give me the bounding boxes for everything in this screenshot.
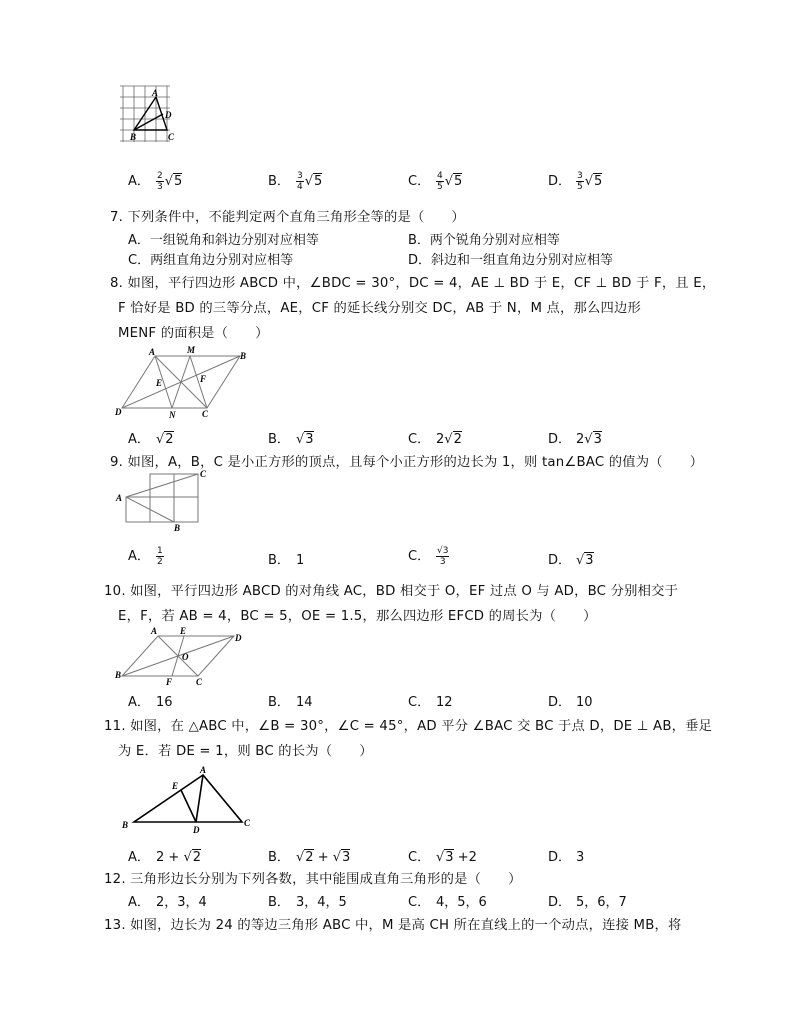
q10-option-d: D． 10 <box>548 695 593 710</box>
q9-label-b: B <box>174 523 181 532</box>
q7-option-c: C．两组直角边分别对应相等 <box>128 253 294 268</box>
q9-question: 9. 如图，A，B，C 是小正方形的顶点，且每个小正方形的边长为 1，则 tan∠BAC 的值为（ ） <box>110 455 704 470</box>
q8-option-d: D． 2√3 <box>548 432 602 447</box>
q7-question: 7. 下列条件中，不能判定两个直角三角形全等的是（ ） <box>110 210 465 225</box>
q11-label-d: D <box>193 825 200 834</box>
q9-label-c: C <box>200 469 207 479</box>
q6-option-b: B． $\frac{3}{4}$ √5 <box>268 171 323 192</box>
q8-label-a: A <box>149 347 156 357</box>
q11-option-a: A． 2 + √2 <box>128 850 202 865</box>
q6-label-a: A <box>152 88 159 98</box>
q10-label-f: F <box>166 677 173 687</box>
q11-option-b: B． √2 + √3 <box>268 850 351 865</box>
q12-question: 12. 三角形边长分别为下列各数，其中能围成直角三角形的是（ ） <box>104 872 522 887</box>
q9-option-a: A． $\frac{1}{2}$ <box>128 546 163 567</box>
q6-label-d: D <box>165 110 172 120</box>
q11-question-line2: 为 E．若 DE = 1，则 BC 的长为（ ） <box>118 744 373 759</box>
q9-grid-figure <box>114 468 214 532</box>
q11-option-c: C． √3 +2 <box>408 850 477 865</box>
q10-question-line2: E，F，若 AB = 4，BC = 5，OE = 1.5，那么四边形 EFCD 的周长为（ ） <box>118 609 597 624</box>
q8-label-e: E <box>156 378 163 388</box>
q8-label-n: N <box>169 410 176 420</box>
q8-label-f: F <box>200 374 207 384</box>
q11-label-a: A <box>200 765 207 775</box>
q8-label-c: C <box>202 409 209 419</box>
q10-label-b: B <box>115 670 122 680</box>
q10-option-b: B． 14 <box>268 695 313 710</box>
q10-option-a: A． 16 <box>128 695 173 710</box>
q8-option-a: A． √2 <box>128 432 174 447</box>
q7-option-d: D．斜边和一组直角边分别对应相等 <box>408 253 614 268</box>
q8-label-d: D <box>115 407 122 417</box>
q7-option-a: A．一组锐角和斜边分别对应相等 <box>128 233 319 248</box>
q9-label-a: A <box>116 493 123 503</box>
q8-question-line2: F 恰好是 BD 的三等分点，AE，CF 的延长线分别交 DC，AB 于 N，M 点，那么四边形 <box>118 301 642 316</box>
q8-option-c: C． 2√2 <box>408 432 462 447</box>
q8-question-line3: MENF 的面积是（ ） <box>118 326 269 341</box>
q12-option-c: C． 4，5，6 <box>408 895 487 910</box>
q10-question-line1: 10. 如图，平行四边形 ABCD 的对角线 AC，BD 相交于 O，EF 过点 O 与 AD，BC 分别相交于 <box>104 584 679 599</box>
q10-label-e: E <box>180 626 187 636</box>
q12-option-b: B． 3，4，5 <box>268 895 347 910</box>
q8-label-m: M <box>187 345 196 355</box>
q9-option-b: B． 1 <box>268 553 305 568</box>
q7-option-b: B．两个锐角分别对应相等 <box>408 233 560 248</box>
q11-question-line1: 11. 如图，在 △ABC 中，∠B = 30°，∠C = 45°，AD 平分 ∠BAC 交 BC 于点 D，DE ⊥ AB，垂足 <box>104 719 713 734</box>
q8-option-b: B． √3 <box>268 432 314 447</box>
q9-option-c: C． $\frac{√3}{3}$ <box>408 546 449 567</box>
q12-option-d: D． 5，6，7 <box>548 895 627 910</box>
q10-option-c: C． 12 <box>408 695 453 710</box>
q6-option-c: C． $\frac{4}{5}$ √5 <box>408 171 463 192</box>
q11-label-e: E <box>172 781 179 791</box>
q8-parallelogram-figure <box>112 344 262 420</box>
q6-option-d: D． $\frac{3}{5}$ √5 <box>548 171 603 192</box>
q10-label-o: O <box>182 652 189 662</box>
q8-label-b: B <box>240 351 247 361</box>
q13-question: 13. 如图，边长为 24 的等边三角形 ABC 中，M 是高 CH 所在直线上的一个动点，连接 MB，将 <box>104 918 682 933</box>
q9-option-d: D． √3 <box>548 553 594 568</box>
q11-label-b: B <box>122 820 129 830</box>
q6-label-b: B <box>130 132 137 142</box>
q10-parallelogram-figure <box>114 624 264 688</box>
q6-option-a: A． $\frac{2}{3}$ √5 <box>128 171 183 192</box>
q8-question-line1: 8. 如图，平行四边形 ABCD 中，∠BDC = 30°，DC = 4，AE ⊥ BD 于 E，CF ⊥ BD 于 F，且 E， <box>110 276 716 291</box>
q6-label-c: C <box>168 132 175 142</box>
q10-label-c: C <box>196 677 203 687</box>
q10-label-a: A <box>151 626 158 636</box>
q11-option-d: D． 3 <box>548 850 585 865</box>
q10-label-d: D <box>235 633 242 643</box>
q11-triangle-figure <box>118 762 258 834</box>
q6-grid-figure <box>118 84 176 148</box>
q12-option-a: A． 2，3，4 <box>128 895 207 910</box>
q11-label-c: C <box>244 818 251 828</box>
